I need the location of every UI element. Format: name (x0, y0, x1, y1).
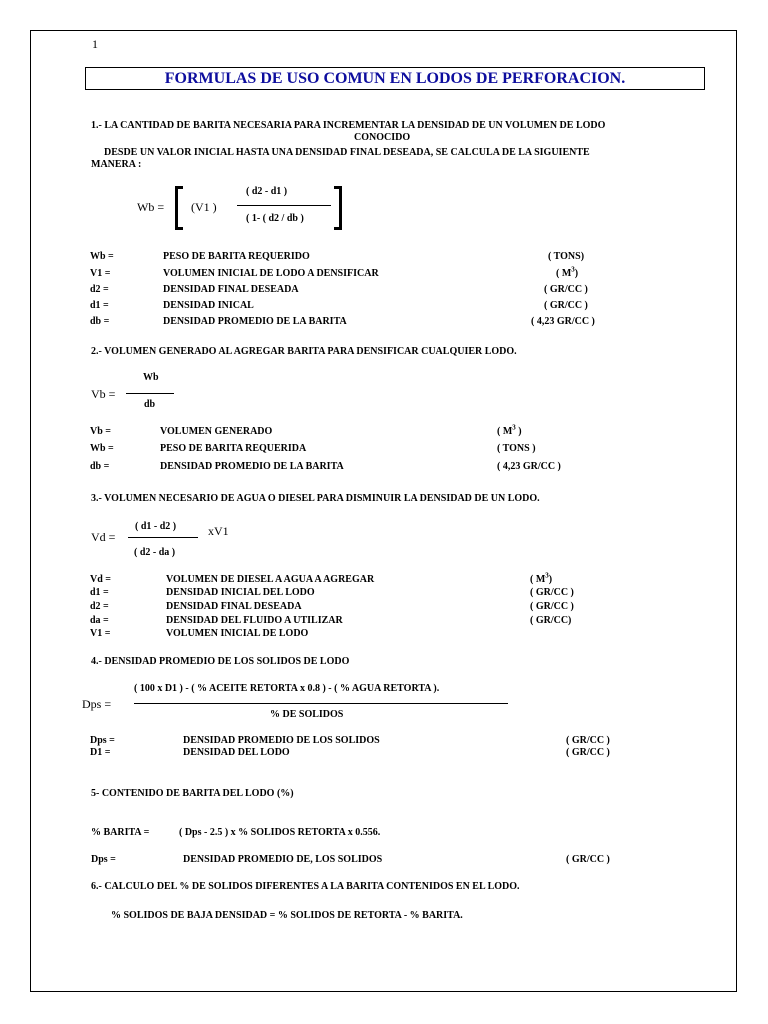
var-symbol: d1 = (90, 300, 109, 311)
formula-6: % SOLIDOS DE BAJA DENSIDAD = % SOLIDOS DE RETORTA - % BARITA. (111, 910, 463, 921)
formula-1-v1: (V1 ) (191, 200, 217, 214)
var-description: DENSIDAD INICAL (163, 300, 254, 311)
section-5-heading: 5- CONTENIDO DE BARITA DEL LODO (%) (91, 788, 294, 799)
formula-4-numerator: ( 100 x D1 ) - ( % ACEITE RETORTA x 0.8 ) - ( % AGUA RETORTA ). (134, 683, 440, 694)
formula-3-numerator: ( d1 - d2 ) (135, 521, 177, 532)
section-2-heading: 2.- VOLUMEN GENERADO AL AGREGAR BARITA PARA DENSIFICAR CUALQUIER LODO. (91, 346, 517, 357)
formula-1-right-bracket (334, 186, 342, 230)
formula-1-denominator: ( 1- ( d2 / db ) (246, 213, 304, 224)
var-description: DENSIDAD FINAL DESEADA (166, 601, 302, 612)
var-description: VOLUMEN INICIAL DE LODO (166, 628, 309, 639)
formula-4-denominator: % DE SOLIDOS (270, 709, 344, 720)
var-symbol: Wb = (90, 443, 114, 454)
var-description: PESO DE BARITA REQUERIDA (160, 443, 307, 454)
section-1-heading-line-3: DESDE UN VALOR INICIAL HASTA UNA DENSIDAD FINAL DESEADA, SE CALCULA DE LA SIGUIENTE (104, 147, 590, 158)
var-description: VOLUMEN DE DIESEL A AGUA A AGREGAR (166, 574, 375, 585)
formula-1-numerator: ( d2 - d1 ) (246, 186, 288, 197)
var-symbol: Vd = (90, 574, 111, 585)
formula-1-fraction-line (237, 205, 331, 206)
var-symbol: V1 = (90, 628, 111, 639)
var-symbol: d2 = (90, 601, 109, 612)
formula-2-lhs: Vb = (91, 387, 116, 401)
formula-1-left-bracket (175, 186, 183, 230)
var-unit: ( $M^3$ ) (497, 423, 522, 437)
var-description: DENSIDAD DEL FLUIDO A UTILIZAR (166, 615, 343, 626)
section-1-heading-line-4: MANERA : (91, 159, 142, 170)
section-3-heading: 3.- VOLUMEN NECESARIO DE AGUA O DIESEL PARA DISMINUIR LA DENSIDAD DE UN LODO. (91, 493, 540, 504)
formula-1-lhs: Wb = (137, 200, 165, 214)
var-symbol: Dps = (91, 854, 116, 865)
formula-3-lhs: Vd = (91, 530, 116, 544)
page-title: FORMULAS DE USO COMUN EN LODOS DE PERFORACION. (85, 67, 705, 90)
var-description: PESO DE BARITA REQUERIDO (163, 251, 310, 262)
var-description: DENSIDAD DEL LODO (183, 747, 290, 758)
var-symbol: d1 = (90, 587, 109, 598)
formula-5-lhs: % BARITA = (91, 827, 150, 838)
var-description: VOLUMEN GENERADO (160, 426, 273, 437)
formula-5-rhs: ( Dps - 2.5 ) x % SOLIDOS RETORTA x 0.556. (179, 827, 381, 838)
formula-4-fraction-line (134, 703, 508, 704)
var-unit: ( $M^3$) (556, 265, 579, 279)
var-description: DENSIDAD FINAL DESEADA (163, 284, 299, 295)
var-symbol: V1 = (90, 268, 111, 279)
page-number: 1 (92, 37, 98, 51)
formula-2-numerator: Wb (143, 372, 159, 383)
var-unit: ( GR/CC ) (530, 601, 574, 612)
var-unit: ( GR/CC ) (530, 587, 574, 598)
var-unit: ( GR/CC ) (544, 284, 588, 295)
var-unit: ( GR/CC ) (566, 735, 610, 746)
var-unit: ( 4,23 GR/CC ) (497, 461, 561, 472)
var-symbol: db = (90, 461, 110, 472)
var-description: VOLUMEN INICIAL DE LODO A DENSIFICAR (163, 268, 379, 279)
var-unit: ( $M^3$) (530, 571, 553, 585)
var-description: DENSIDAD INICIAL DEL LODO (166, 587, 315, 598)
section-4-heading: 4.- DENSIDAD PROMEDIO DE LOS SOLIDOS DE LODO (91, 656, 350, 667)
formula-3-multiplier: xV1 (208, 524, 229, 538)
var-description: DENSIDAD PROMEDIO DE LA BARITA (160, 461, 344, 472)
var-symbol: db = (90, 316, 110, 327)
page-border (30, 30, 737, 992)
var-unit: ( GR/CC ) (566, 747, 610, 758)
var-unit: ( TONS) (548, 251, 585, 262)
var-unit: ( TONS ) (497, 443, 536, 454)
var-description: DENSIDAD PROMEDIO DE, LOS SOLIDOS (183, 854, 383, 865)
var-symbol: Dps = (90, 735, 115, 746)
formula-4-lhs: Dps = (82, 697, 112, 711)
formula-2-denominator: db (144, 399, 156, 410)
var-symbol: da = (90, 615, 109, 626)
var-symbol: Wb = (90, 251, 114, 262)
var-description: DENSIDAD PROMEDIO DE LOS SOLIDOS (183, 735, 380, 746)
formula-3-fraction-line (128, 537, 198, 538)
formula-3-denominator: ( d2 - da ) (134, 547, 176, 558)
section-1-heading-line-1: 1.- LA CANTIDAD DE BARITA NECESARIA PARA INCREMENTAR LA DENSIDAD DE UN VOLUMEN DE LODO (91, 120, 606, 131)
var-symbol: Vb = (90, 426, 111, 437)
var-unit: ( GR/CC) (530, 615, 572, 626)
section-6-heading: 6.- CALCULO DEL % DE SOLIDOS DIFERENTES A LA BARITA CONTENIDOS EN EL LODO. (91, 881, 520, 892)
var-unit: ( GR/CC ) (566, 854, 610, 865)
var-unit: ( GR/CC ) (544, 300, 588, 311)
var-unit: ( 4,23 GR/CC ) (531, 316, 595, 327)
var-symbol: d2 = (90, 284, 109, 295)
formula-2-fraction-line (126, 393, 174, 394)
section-1-heading-line-2: CONOCIDO (354, 132, 411, 143)
var-description: DENSIDAD PROMEDIO DE LA BARITA (163, 316, 347, 327)
var-symbol: D1 = (90, 747, 111, 758)
